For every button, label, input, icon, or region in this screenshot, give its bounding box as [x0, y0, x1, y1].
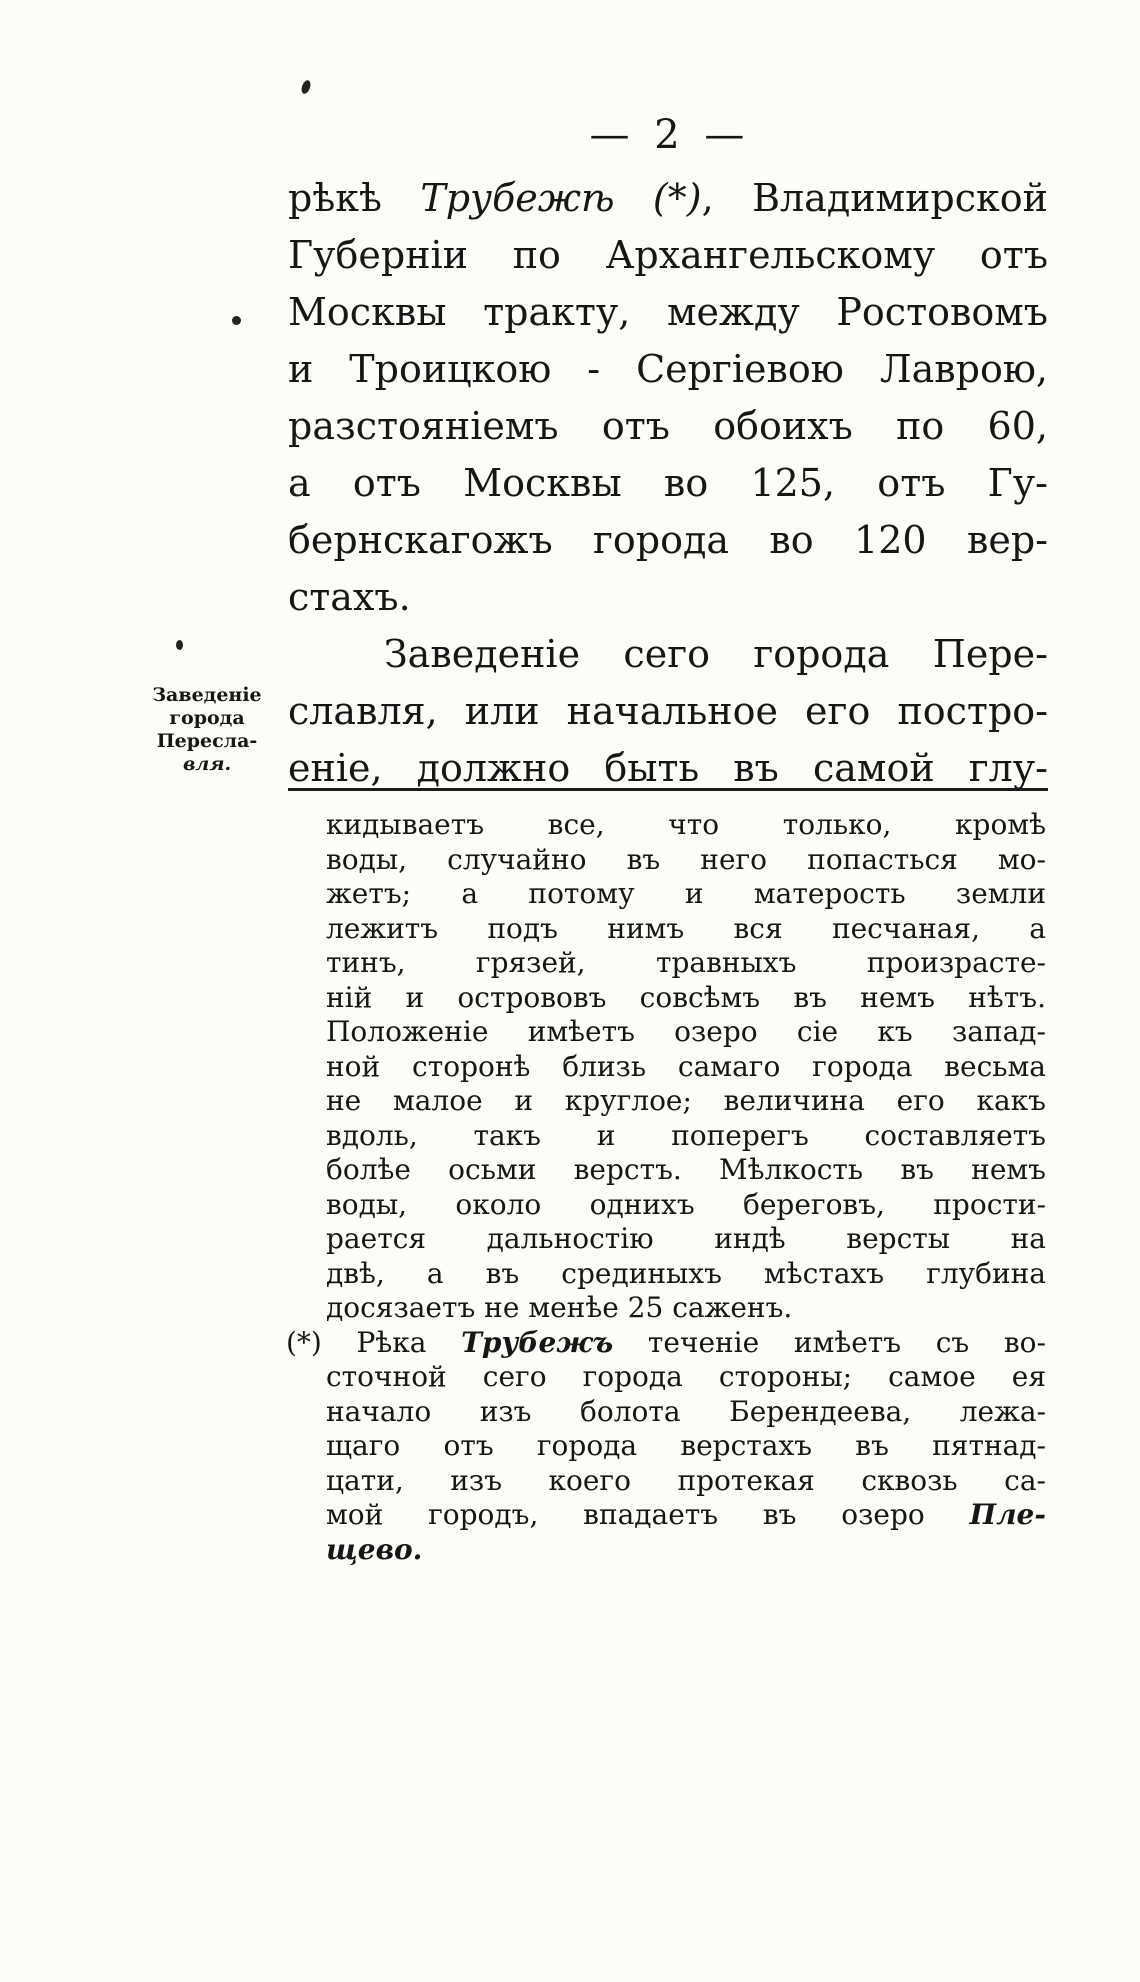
footnote-line-12: воды, около однихъ береговъ, прости-: [326, 1187, 1046, 1221]
main-line-6: а отъ Москвы во 125, отъ Гу-: [288, 461, 1048, 505]
footnote-separator-rule: [288, 788, 1048, 791]
marginal-line-4: вля.: [182, 753, 232, 775]
footnote-line-7: Положеніе имѣетъ озеро сіе къ запад-: [326, 1015, 1046, 1048]
footnote-line-2: воды, случайно въ него попасться мо-: [326, 842, 1046, 876]
marginal-note: [132, 684, 282, 776]
marginal-line-2: города: [169, 707, 245, 729]
main-line-9: Заведеніе сего города Пере-: [384, 632, 1048, 676]
footnote-line-21: мой городъ, впадаетъ въ озеро Пле-: [326, 1498, 1046, 1531]
footnote-line-8: ной сторонѣ близь самаго города весьма: [326, 1049, 1046, 1083]
print-speck: [176, 640, 183, 650]
footnote-line-11: болѣе осьми верстъ. Мѣлкость въ немъ: [326, 1153, 1046, 1186]
marginal-line-1: Заведеніе: [152, 684, 262, 706]
page-number: — 2 —: [589, 112, 751, 158]
footnote-line-17: сточной сего города стороны; самое ея: [326, 1360, 1046, 1393]
footnote-line-15: досязаетъ не менѣе 25 саженъ.: [326, 1291, 793, 1324]
main-text: [288, 170, 1048, 797]
footnote-line-1: кидываетъ все, что только, кромѣ: [326, 808, 1046, 841]
footnote-line-9: не малое и круглое; величина его какъ: [326, 1084, 1046, 1117]
footnote-line-20: цати, изъ коего протекая сквозь са-: [326, 1463, 1046, 1497]
footnote-line-4: лежитъ подъ нимъ вся песчаная, а: [326, 911, 1046, 945]
footnote-line-10: вдоль, такъ и поперегъ составляетъ: [326, 1118, 1046, 1152]
river-name-italic: Трубежѣ (*): [420, 176, 702, 220]
marginal-line-3: Пересла-: [156, 730, 258, 752]
footnote-line-14: двѣ, а въ срединыхъ мѣстахъ глубина: [326, 1256, 1046, 1290]
main-line-11: еніе, должно быть въ самой глу-: [288, 746, 1048, 790]
footnote-line-22: щево.: [326, 1532, 423, 1566]
main-line-8: стахъ.: [288, 575, 411, 619]
footnote-line-3: жетъ; а потому и матерость земли: [326, 877, 1046, 910]
footnote-line-13: рается дальностію индѣ версты на: [326, 1222, 1046, 1255]
main-line-3: Москвы тракту, между Ростовомъ: [288, 290, 1048, 334]
footnote-line-5: тинъ, грязей, травныхъ произрасте-: [326, 946, 1046, 979]
main-line-7: бернскагожъ города во 120 вер-: [288, 518, 1048, 562]
footnote-line-6: ній и острововъ совсѣмъ въ немъ нѣтъ.: [326, 980, 1046, 1014]
footnotes: [286, 808, 1046, 1567]
footnote-line-18: начало изъ болота Берендеева, лежа-: [326, 1394, 1046, 1428]
footnote-line-16: (*) Рѣка Трубежъ теченіе имѣетъ съ во-: [286, 1325, 1046, 1359]
main-line-10: славля, или начальное его постро-: [288, 689, 1048, 733]
river-name-footnote-italic: Трубежъ: [461, 1325, 614, 1359]
print-speck: [300, 79, 312, 95]
main-line-2: Губерніи по Архангельскому отъ: [288, 233, 1048, 277]
main-line-4: и Троицкою - Сергіевою Лаврою,: [288, 347, 1048, 391]
main-line-1: рѣкѣ Трубежѣ (*), Владимирской: [288, 176, 1048, 220]
lake-name-italic: Пле-: [969, 1498, 1046, 1531]
footnote-line-19: щаго отъ города верстахъ въ пятнад-: [326, 1429, 1046, 1462]
main-line-5: разстояніемъ отъ обоихъ по 60,: [288, 404, 1048, 448]
print-speck: [232, 316, 241, 325]
